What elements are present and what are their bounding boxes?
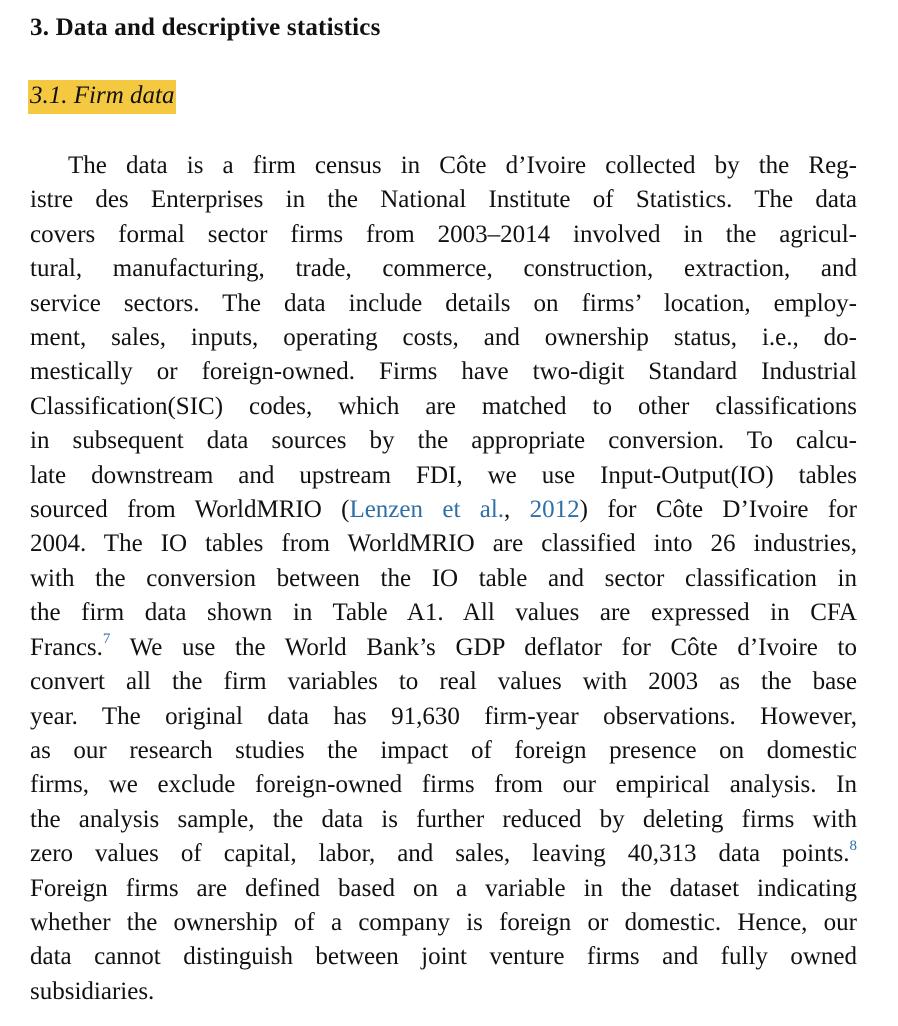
paragraph-line-with-footnote xyxy=(30,631,857,665)
citation-author-link[interactable]: Lenzen et al. xyxy=(349,496,505,524)
paragraph-line: service sectors. The data include details on firms’ location, employ- xyxy=(30,289,857,317)
subsection-title: Firm data xyxy=(73,82,175,109)
citation-year-link[interactable]: 2012 xyxy=(529,496,580,524)
section-title: Data and descriptive statistics xyxy=(55,14,381,41)
citation-prefix-text: sourced from WorldMRIO ( xyxy=(30,496,350,524)
paragraph-line: whether the ownership of a company is foreign or domestic. Hence, our xyxy=(30,908,857,936)
paragraph-line: convert all the firm variables to real values with 2003 as the base xyxy=(30,668,857,696)
footnote-preceding-text: Francs. xyxy=(30,633,103,661)
paragraph-line: 2004. The IO tables from WorldMRIO are classified into 26 industries, xyxy=(30,530,857,558)
paragraph-line: The data is a firm census in Côte d’Ivoire collected by the Reg- xyxy=(68,152,857,179)
paragraph-line: mestically or foreign-owned. Firms have two-digit Standard Industrial xyxy=(30,358,857,386)
paragraph-line: with the conversion between the IO table and sector classification in xyxy=(30,564,857,592)
footnote-7-link[interactable]: 7 xyxy=(102,631,111,648)
paragraph-line: ment, sales, inputs, operating costs, and ownership status, i.e., do- xyxy=(30,324,857,352)
paragraph-line: late downstream and upstream FDI, we use Input-Output(IO) tables xyxy=(30,461,857,489)
citation-separator: , xyxy=(504,496,530,524)
paragraph-line: covers formal sector firms from 2003–2014 involved in the agricul- xyxy=(30,220,857,248)
citation-suffix-text: ) for Côte D’Ivoire for xyxy=(579,496,857,524)
footnote-8-link[interactable]: 8 xyxy=(849,837,857,854)
paragraph-line: istre des Enterprises in the National Institute of Statistics. The data xyxy=(30,186,857,214)
paragraph-line: Classification(SIC) codes, which are matched to other classifications xyxy=(30,392,857,420)
paragraph-line: data cannot distinguish between joint venture firms and fully owned xyxy=(30,943,857,971)
paragraph-line: subsidiaries. xyxy=(30,977,155,1005)
paragraph-line: year. The original data has 91,630 firm-year observations. However, xyxy=(30,702,857,730)
paragraph-line: tural, manufacturing, trade, commerce, construction, extraction, and xyxy=(30,255,857,283)
paragraph-line-with-citation xyxy=(30,493,857,527)
paragraph-line-with-footnote xyxy=(30,837,857,871)
footnote-following-text: We use the World Bank’s GDP deflator for Côte d’Ivoire to xyxy=(110,633,857,661)
body-paragraph xyxy=(30,149,857,1009)
subsection-heading-highlighted[interactable] xyxy=(28,80,176,114)
section-heading xyxy=(30,14,381,42)
paragraph-line: the firm data shown in Table A1. All values are expressed in CFA xyxy=(30,599,857,627)
section-number: 3. xyxy=(30,14,50,41)
subsection-number: 3.1. xyxy=(30,82,68,109)
paragraph-line: the analysis sample, the data is further reduced by deleting firms with xyxy=(30,805,857,833)
paragraph-line: as our research studies the impact of foreign presence on domestic xyxy=(30,736,857,764)
paragraph-line: in subsequent data sources by the appropriate conversion. To calcu- xyxy=(30,427,857,455)
footnote-preceding-text: zero values of capital, labor, and sales, leaving 40,313 data points. xyxy=(30,840,850,868)
paragraph-line: Foreign firms are defined based on a variable in the dataset indicating xyxy=(30,874,857,902)
paragraph-line: firms, we exclude foreign-owned firms from our empirical analysis. In xyxy=(30,771,857,799)
